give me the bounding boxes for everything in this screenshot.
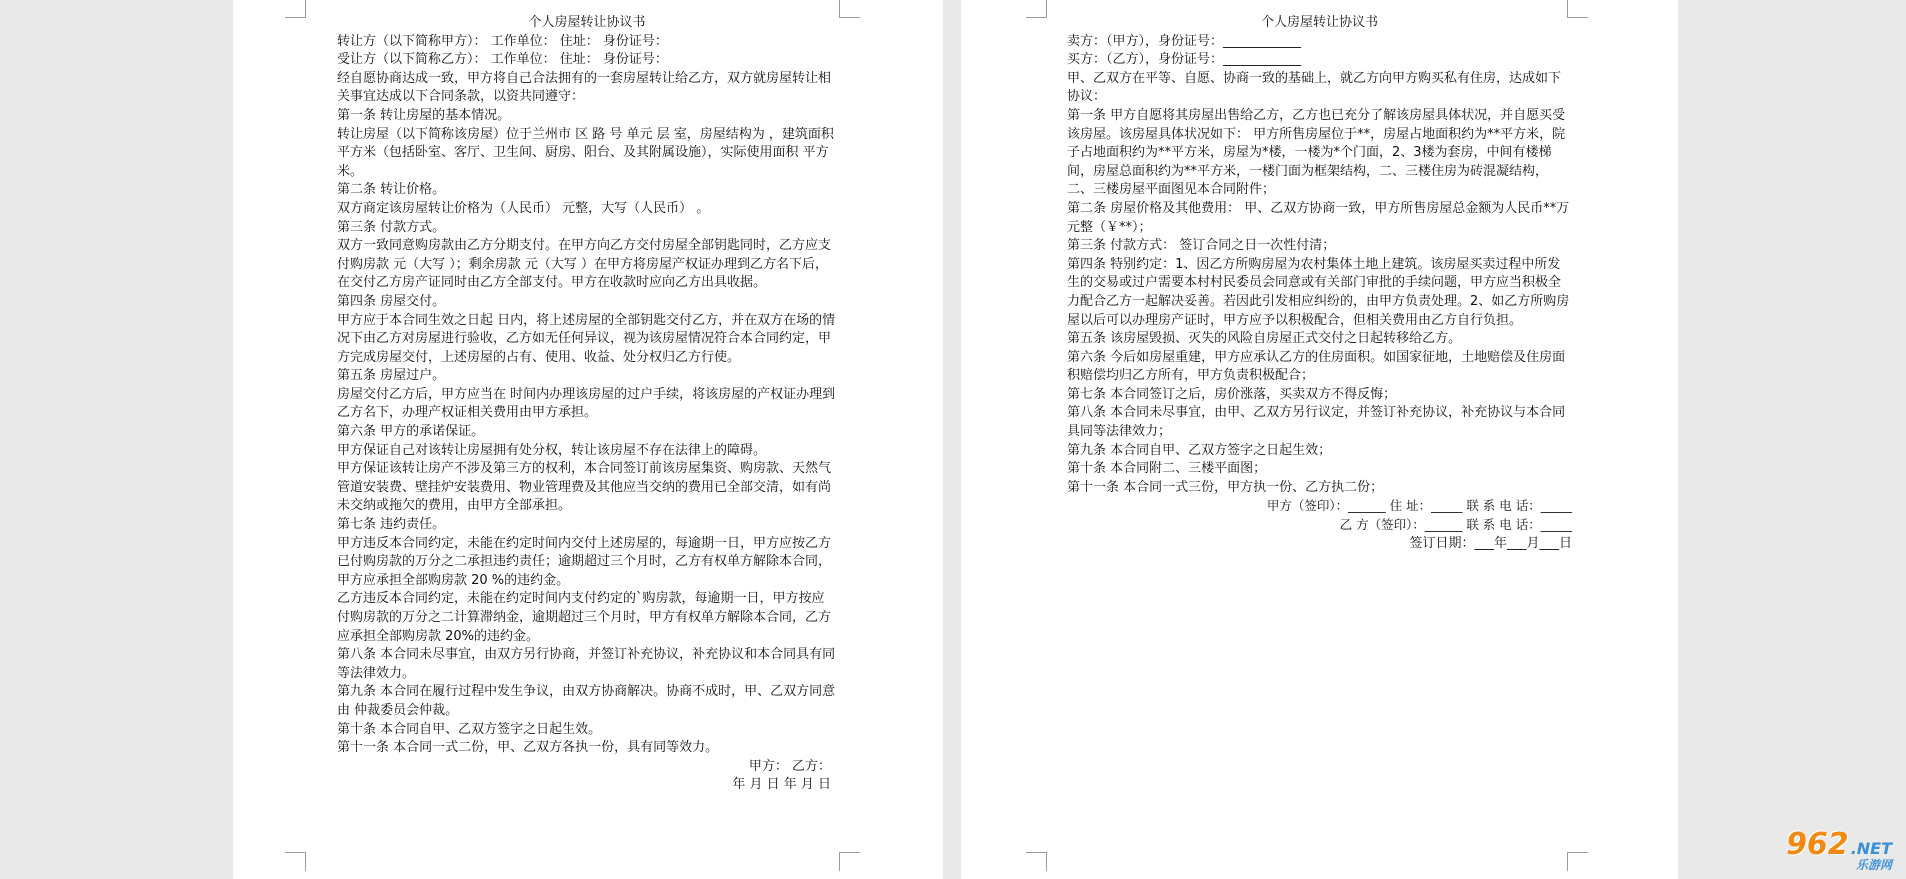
signature-line-party-b: 乙 方（签印）：______ 联 系 电 话：_____ — [1339, 517, 1572, 533]
paragraph: 第十条 本合同附二、三楼平面图； — [1067, 461, 1267, 477]
document-page-right — [961, 0, 1678, 879]
signature-line-party-a: 甲方（签印）：______ 住 址：_____ 联 系 电 话：_____ — [1266, 498, 1572, 514]
paragraph: 第三条 付款方式： 签订合同之日一次性付清； — [1067, 238, 1336, 254]
paragraph: 第五条 该房屋毁损、灭失的风险自房屋正式交付之日起转移给乙方。 — [1067, 331, 1462, 347]
paragraph: 甲、乙双方在平等、自愿、协商一致的基础上，就乙方向甲方购买私有住房，达成如下协议： — [1067, 70, 1562, 105]
page-corner-mark — [1567, 852, 1588, 871]
paragraph: 第六条 今后如房屋重建，甲方应承认乙方的住房面积。如国家征地，土地赔偿及住房面积赔偿均归乙方所有，甲方负责积极配合； — [1067, 349, 1566, 384]
paragraph: 第二条 房屋价格及其他费用： 甲、乙双方协商一致，甲方所售房屋总金额为人民币**万元整（￥**）； — [1067, 200, 1570, 235]
clause-heading: 第三条 付款方式。 — [337, 219, 446, 235]
paragraph: 第八条 本合同未尽事宜，由双方另行协商，并签订补充协议，补充协议和本合同具有同等法律效力。 — [337, 647, 836, 681]
paragraph: 第九条 本合同自甲、乙双方签字之日起生效； — [1067, 442, 1332, 458]
paragraph: 第七条 本合同签订之后，房价涨落，买卖双方不得反悔； — [1067, 386, 1397, 402]
clause-heading: 第二条 转让价格。 — [337, 182, 446, 198]
page-corner-mark — [285, 0, 306, 18]
paragraph: 转让方（以下简称甲方）： 工作单位： 住址： 身份证号： — [337, 33, 668, 49]
clause-heading: 第四条 房屋交付。 — [337, 293, 446, 309]
page-corner-mark — [285, 852, 306, 871]
page-corner-mark — [839, 0, 860, 18]
paragraph: 第十一条 本合同一式二份，甲、乙双方各执一份，具有同等效力。 — [337, 740, 719, 756]
signature-line: 甲方： 乙方： — [748, 758, 831, 774]
paragraph: 甲方保证自己对该转让房屋拥有处分权，转让该房屋不存在法律上的障碍。 — [337, 442, 767, 458]
watermark-domain: .NET — [1850, 839, 1892, 858]
clause-heading: 第五条 房屋过户。 — [337, 368, 446, 384]
clause-heading: 第六条 甲方的承诺保证。 — [337, 424, 485, 440]
page-corner-mark — [1026, 852, 1047, 871]
clause-heading: 第七条 违约责任。 — [337, 517, 446, 533]
paragraph: 乙方违反本合同约定，未能在约定时间内支付约定的`购房款，每逾期一日，甲方按应付购房款的万分之二计算滞纳金，逾期超过三个月时，甲方有权单方解除本合同，乙方应承担全部购房款 20%的违约金。 — [337, 591, 832, 644]
paragraph: 双方商定该房屋转让价格为（人民币） 元整，大写（人民币） 。 — [337, 200, 710, 216]
watermark-subtitle: 乐游网 — [1855, 858, 1892, 872]
page-corner-mark — [839, 852, 860, 871]
paragraph: 第十条 本合同自甲、乙双方签字之日起生效。 — [337, 721, 602, 737]
paragraph: 受让方（以下简称乙方）： 工作单位： 住址： 身份证号： — [337, 52, 668, 68]
document-title: 个人房屋转让协议书 — [528, 15, 646, 30]
paragraph: 买方：（乙方），身份证号：____________ — [1067, 52, 1302, 68]
clause-heading: 第一条 转让房屋的基本情况。 — [337, 107, 511, 123]
paragraph: 第四条 特别约定：1、因乙方所购房屋为农村集体土地上建筑。该房屋买卖过程中所发生的交易或过户需要本村村民委员会同意或有关部门审批的手续问题，甲方应当积极全力配合乙方一起解决妥善。若因此引发相应纠纷的，由甲方负责处理。2、如乙方所购房屋以后可以办理房产证时，甲方应予以积极配合，但相关费用由乙方自行负担。 — [1067, 256, 1570, 328]
paragraph: 第一条 甲方自愿将其房屋出售给乙方，乙方也已充分了解该房屋具体状况，并自愿买受该房屋。该房屋具体状况如下： 甲方所售房屋位于**，房屋占地面积约为**平方米，院子占地面积约为**平方米，房屋为*楼，一楼为*个门面，2、3楼为套房，中间有楼梯间，房屋总面积约为**平方米，一楼门面为框架结构，二、三楼住房为砖混凝结构，二、三楼房屋平面图见本合同附件； — [1067, 107, 1566, 198]
paragraph: 第十一条 本合同一式三份，甲方执一份、乙方执二份； — [1067, 479, 1384, 495]
right-page-body — [1067, 14, 1572, 553]
date-line: 签订日期：___年___月___日 — [1409, 535, 1572, 551]
paragraph: 甲方违反本合同约定，未能在约定时间内交付上述房屋的，每逾期一日，甲方应按乙方已付购房款的万分之二承担违约责任；逾期超过三个月时，乙方有权单方解除本合同，甲方应承担全部购房款 20 %的违约金。 — [337, 535, 832, 588]
paragraph: 第九条 本合同在履行过程中发生争议，由双方协商解决。协商不成时，甲、乙双方同意由 仲裁委员会仲裁。 — [337, 684, 836, 718]
paragraph: 转让房屋（以下简称该房屋）位于兰州市 区 路 号 单元 层 室，房屋结构为 ，建筑面积 平方米（包括卧室、客厅、卫生间、厨房、阳台、及其附属设施），实际使用面积 平方米。 — [337, 126, 834, 179]
document-title: 个人房屋转让协议书 — [1260, 15, 1378, 30]
left-page-body — [337, 14, 837, 795]
paragraph: 第八条 本合同未尽事宜，由甲、乙双方另行议定，并签订补充协议，补充协议与本合同具同等法律效力； — [1067, 405, 1566, 440]
paragraph: 甲方应于本合同生效之日起 日内，将上述房屋的全部钥匙交付乙方，并在双方在场的情况下由乙方对房屋进行验收，乙方如无任何异议，视为该房屋情况符合本合同约定，甲方完成房屋交付，上述房屋的占有、使用、收益、处分权归乙方行使。 — [337, 312, 836, 365]
paragraph: 甲方保证该转让房产不涉及第三方的权利，本合同签订前该房屋集资、购房款、天然气管道安装费、壁挂炉安装费用、物业管理费及其他应当交纳的费用已全部交清，如有尚未交纳或拖欠的费用，由甲方全部承担。 — [337, 461, 832, 514]
paragraph: 双方一致同意购房款由乙方分期支付。在甲方向乙方交付房屋全部钥匙同时，乙方应支付购房款 元（大写 ）；剩余房款 元（大写 ）在甲方将房屋产权证办理到乙方名下后，在交付乙方房产证同时由乙方全部支付。甲方在收款时应向乙方出具收据。 — [337, 238, 832, 291]
paragraph: 卖方：（甲方），身份证号：____________ — [1067, 33, 1302, 49]
document-page-left — [233, 0, 943, 879]
watermark-number: 962 — [1786, 827, 1849, 862]
paragraph: 经自愿协商达成一致，甲方将自己合法拥有的一套房屋转让给乙方，双方就房屋转让相关事宜达成以下合同条款，以资共同遵守： — [337, 70, 832, 105]
date-line: 年 月 日 年 月 日 — [732, 777, 831, 793]
site-watermark-logo — [1786, 827, 1892, 873]
page-corner-mark — [1026, 0, 1047, 18]
paragraph: 房屋交付乙方后，甲方应当在 时间内办理该房屋的过户手续，将该房屋的产权证办理到乙方名下，办理产权证相关费用由甲方承担。 — [337, 386, 836, 421]
